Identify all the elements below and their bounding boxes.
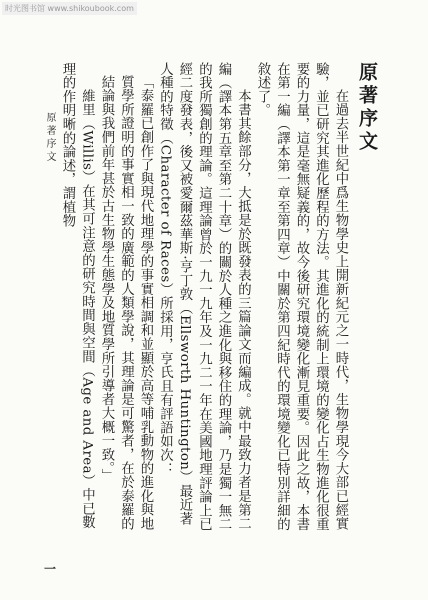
preface-text-block [60,62,384,532]
page-number: 一 [44,562,57,576]
running-header: 原著序文 [44,112,55,164]
paragraph-quote: 「泰羅已創作了與現代地理學的事實相調和並顯於高等哺乳動物的進化與地質學所證明的事實相一致的廣範的人類學說，其理論是可驚者，在於泰羅的結論與我們前年甚於古生物學生態學及地質學所引導者大概一致。」 [99,75,153,531]
paragraph-1: 在過去半世紀中爲生物學史上開新紀元之一時代，生物學現今大部已經實驗，並已研究其進化歷程的方法。其進化的統制上環境的變化占生物進化很重要的力量，這是毫無疑義的，故今後研究環境變化漸見重要。因此之故，本書在第一編（譯本第一章至第四章）中關於第四紀時代的環境變化已特別詳細的敘述了。 [255,62,348,532]
paragraph-4: 維里（Willis）在其可注意的研究時間與空間（Age and Area）中已數理的作明晰的論述，謂植物 [60,62,95,529]
page-title: 原著序文 [356,62,378,154]
watermark-label: 时光图书馆 www.shikoubook.com [2,2,137,15]
paragraph-2: 本書其餘部分，大抵是於既發表的三篇論文而編成。就中最致力者是第二編（譯本第五章至第二十章）的關於人種之進化與移住的理論，乃是獨一無二的我所獨創的理論。這理論曾於一九一九年及一九二一年在美國地理評論上已經二度發表，後又被愛爾茲華斯·亨丁敦（Ellsworth Huntington）最近著人種的特徵（Character of Races）所採用，亨氏且有評語如次： [157,62,251,532]
